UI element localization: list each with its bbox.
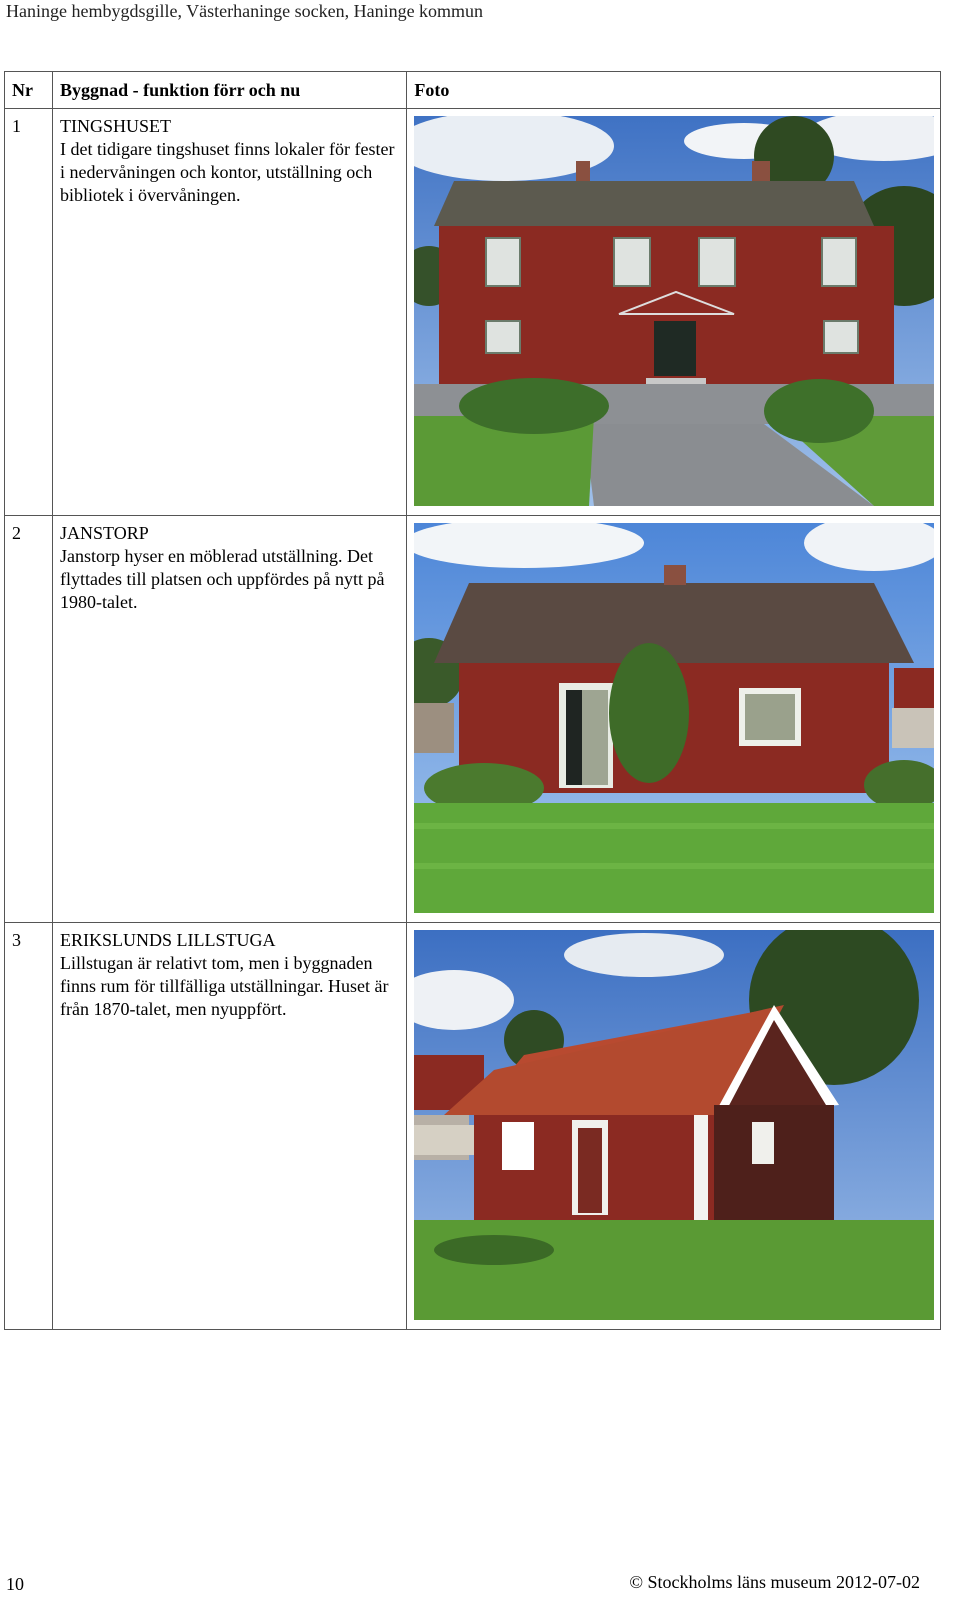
building-description <box>53 516 407 923</box>
building-text: Janstorp hyser en möblerad utställning. Det flyttades till platsen och uppfördes på nytt på 1980-talet. <box>60 546 385 612</box>
two-storey-red-house-photo <box>414 116 934 506</box>
building-text: Lillstugan är relativt tom, men i byggnaden finns rum för tillfälliga utställningar. Huset är från 1870-talet, men nyuppfört. <box>60 953 389 1019</box>
building-description <box>53 923 407 1330</box>
row-number: 3 <box>5 923 53 1330</box>
building-name: ERIKSLUNDS LILLSTUGA <box>60 930 276 950</box>
column-header-building: Byggnad - funktion förr och nu <box>53 72 407 109</box>
column-header-photo: Foto <box>407 72 941 109</box>
building-table <box>4 71 941 1330</box>
photo-cell <box>407 923 941 1330</box>
photo-cell <box>407 109 941 516</box>
copyright-notice: © Stockholms läns museum 2012-07-02 <box>629 1572 920 1592</box>
table-row <box>5 109 941 516</box>
column-header-nr: Nr <box>5 72 53 109</box>
table-row <box>5 923 941 1330</box>
small-red-cabin-photo <box>414 930 934 1320</box>
table-header-row <box>5 72 941 109</box>
table-row <box>5 516 941 923</box>
building-name: TINGSHUSET <box>60 116 172 136</box>
page-header: Haninge hembygdsgille, Västerhaninge socken, Haninge kommun <box>6 1 484 21</box>
row-number: 2 <box>5 516 53 923</box>
building-text: I det tidigare tingshuset finns lokaler för fester i nedervåningen och kontor, utställning och bibliotek i övervåningen. <box>60 139 395 205</box>
photo-cell <box>407 516 941 923</box>
building-name: JANSTORP <box>60 523 149 543</box>
page-number: 10 <box>6 1574 24 1594</box>
row-number: 1 <box>5 109 53 516</box>
building-description <box>53 109 407 516</box>
red-cottage-photo <box>414 523 934 913</box>
